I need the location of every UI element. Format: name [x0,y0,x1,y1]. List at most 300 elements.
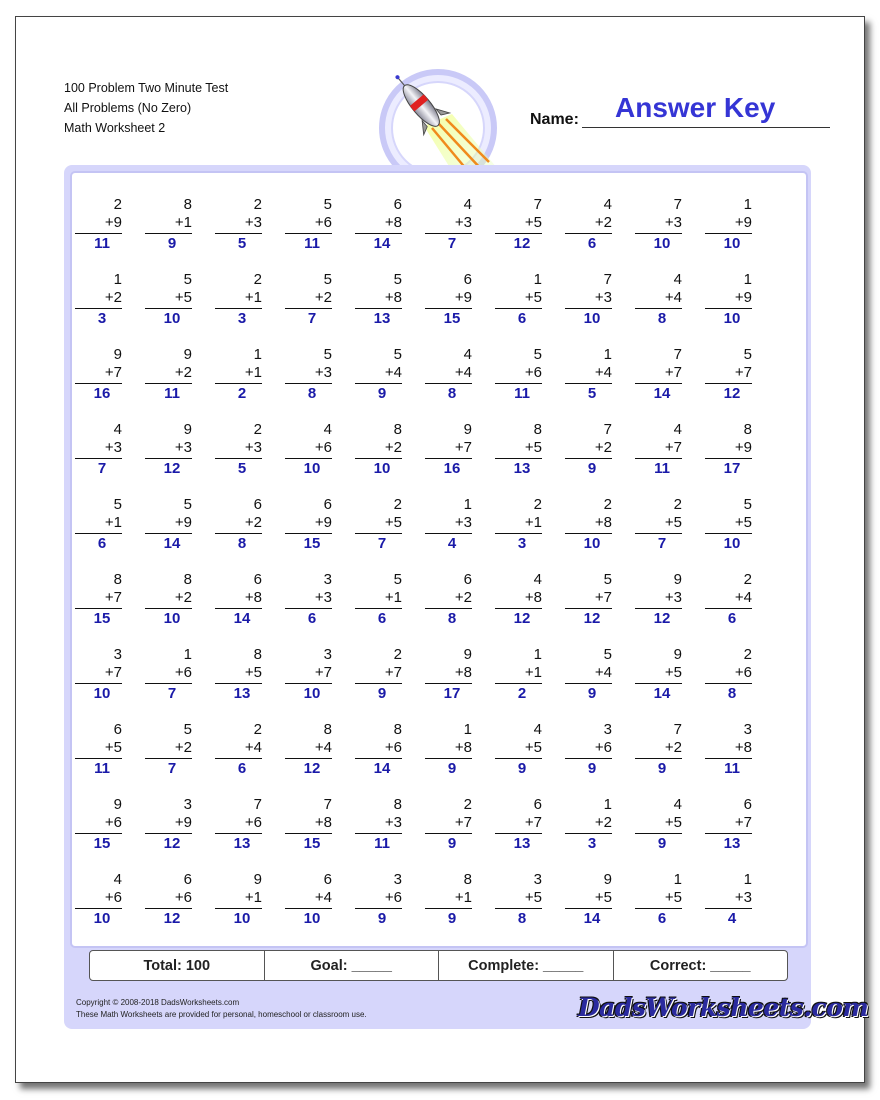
addend-top: 2 [113,196,122,213]
addend-top: 2 [393,496,402,513]
sum-line [355,908,402,909]
sum-line [635,908,682,909]
addend-bottom: +2 [314,289,332,306]
problem-r4-c6 [428,421,472,478]
answer: 14 [163,535,181,552]
addend-bottom: +5 [524,889,542,906]
problem-r1-c1 [78,196,122,253]
addend-top: 7 [603,421,612,438]
answer: 7 [167,685,177,702]
answer: 10 [303,685,321,702]
answer: 10 [653,235,671,252]
addend-top: 2 [253,271,262,288]
sum-line [705,608,752,609]
problem-r1-c10 [708,196,752,253]
problem-r5-c6 [428,496,472,553]
sum-line [635,308,682,309]
addend-top: 9 [673,646,682,663]
addend-bottom: +5 [524,214,542,231]
problem-r3-c10 [708,346,752,403]
addend-top: 5 [743,496,752,513]
addend-top: 5 [323,271,332,288]
goal-cell[interactable]: Goal: _____ [265,951,440,980]
addend-top: 3 [113,646,122,663]
addend-top: 2 [673,496,682,513]
sum-line [565,233,612,234]
sum-line [705,683,752,684]
addend-top: 7 [323,796,332,813]
problem-r8-c9 [638,721,682,778]
addend-bottom: +4 [314,889,332,906]
addend-bottom: +6 [314,214,332,231]
sum-line [75,758,122,759]
problem-r7-c6 [428,646,472,703]
answer: 15 [303,535,321,552]
addend-bottom: +4 [594,664,612,681]
answer: 13 [723,835,741,852]
problem-r6-c6 [428,571,472,628]
sum-line [565,833,612,834]
problem-r10-c1 [78,871,122,928]
problem-r6-c4 [288,571,332,628]
sum-line [145,683,192,684]
addend-bottom: +8 [594,514,612,531]
answer: 6 [307,610,317,627]
addend-bottom: +4 [244,739,262,756]
answer: 8 [727,685,737,702]
answer: 6 [377,610,387,627]
correct-cell[interactable]: Correct: _____ [649,957,751,974]
addend-bottom: +7 [594,589,612,606]
answer: 11 [164,385,180,402]
addend-top: 5 [323,346,332,363]
answer: 9 [587,760,597,777]
answer: 7 [377,535,387,552]
answer: 12 [163,910,181,927]
problem-r9-c1 [78,796,122,853]
sum-line [635,383,682,384]
problem-r8-c7 [498,721,542,778]
addend-bottom: +2 [594,439,612,456]
sum-line [145,608,192,609]
sum-line [355,758,402,759]
problem-r8-c2 [148,721,192,778]
problem-r1-c9 [638,196,682,253]
problem-r7-c10 [708,646,752,703]
sum-line [145,458,192,459]
problem-r4-c3 [218,421,262,478]
answer: 10 [163,610,181,627]
answer: 2 [517,685,527,702]
addend-top: 3 [533,871,542,888]
problem-r8-c3 [218,721,262,778]
title-line-2: All Problems (No Zero) [64,101,192,115]
answer: 8 [447,610,457,627]
addend-bottom: +4 [384,364,402,381]
sum-line [215,458,262,459]
addend-bottom: +5 [524,289,542,306]
sum-line [425,758,472,759]
problem-r3-c8 [568,346,612,403]
addend-bottom: +2 [174,364,192,381]
sum-line [145,908,192,909]
answer: 17 [723,460,741,477]
answer: 2 [237,385,247,402]
answer: 3 [517,535,527,552]
addend-bottom: +9 [314,514,332,531]
addend-top: 3 [323,571,332,588]
addend-top: 6 [743,796,752,813]
problem-r10-c8 [568,871,612,928]
answer: 12 [163,835,181,852]
problem-r9-c3 [218,796,262,853]
answer: 14 [373,235,391,252]
problem-r6-c7 [498,571,542,628]
sum-line [495,383,542,384]
sum-line [285,458,332,459]
answer: 10 [583,535,601,552]
answer: 5 [237,235,247,252]
answer: 9 [167,235,177,252]
answer: 14 [373,760,391,777]
addend-top: 8 [463,871,472,888]
sum-line [425,683,472,684]
problem-r8-c6 [428,721,472,778]
addend-top: 6 [463,271,472,288]
sum-line [565,758,612,759]
addend-top: 6 [323,871,332,888]
problem-r6-c5 [358,571,402,628]
answer: 7 [657,535,667,552]
sum-line [635,608,682,609]
addend-top: 3 [323,646,332,663]
addend-top: 4 [463,346,472,363]
addend-top: 5 [743,346,752,363]
addend-bottom: +1 [384,589,402,606]
problem-r2-c8 [568,271,612,328]
problem-r7-c1 [78,646,122,703]
addend-bottom: +9 [734,214,752,231]
sum-line [145,833,192,834]
complete-cell[interactable]: Complete: _____ [439,951,614,980]
answer: 12 [513,610,531,627]
sum-line [145,758,192,759]
addend-bottom: +4 [664,289,682,306]
problem-r2-c10 [708,271,752,328]
answer: 12 [163,460,181,477]
addend-top: 9 [463,646,472,663]
problem-r3-c9 [638,346,682,403]
addend-top: 8 [183,196,192,213]
answer: 9 [377,910,387,927]
problem-r5-c9 [638,496,682,553]
addend-top: 6 [113,721,122,738]
addend-bottom: +2 [104,289,122,306]
addend-bottom: +6 [104,889,122,906]
problem-r3-c7 [498,346,542,403]
addend-top: 1 [533,271,542,288]
problem-r5-c8 [568,496,612,553]
addend-bottom: +9 [454,289,472,306]
addend-top: 1 [603,796,612,813]
addend-top: 1 [743,196,752,213]
sum-line [75,233,122,234]
sum-line [495,458,542,459]
addend-bottom: +2 [244,514,262,531]
sum-line [215,308,262,309]
problem-r3-c3 [218,346,262,403]
addend-bottom: +7 [664,439,682,456]
addend-bottom: +8 [384,214,402,231]
copyright-line-1: Copyright © 2008-2018 DadsWorksheets.com [76,998,240,1007]
problem-r4-c4 [288,421,332,478]
addend-top: 8 [393,721,402,738]
problem-r2-c9 [638,271,682,328]
problem-r6-c9 [638,571,682,628]
sum-line [285,758,332,759]
addend-top: 7 [533,196,542,213]
addend-bottom: +1 [104,514,122,531]
problem-r3-c5 [358,346,402,403]
sum-line [215,608,262,609]
problem-r5-c5 [358,496,402,553]
problem-r2-c5 [358,271,402,328]
addend-top: 8 [323,721,332,738]
addend-top: 9 [183,346,192,363]
addend-bottom: +7 [524,814,542,831]
problem-r1-c3 [218,196,262,253]
copyright-notice [76,997,367,1021]
answer: 9 [587,685,597,702]
addend-bottom: +2 [594,214,612,231]
addend-top: 8 [743,421,752,438]
answer: 4 [727,910,737,927]
sum-line [215,833,262,834]
addend-bottom: +8 [244,589,262,606]
addend-bottom: +5 [524,739,542,756]
problem-r1-c8 [568,196,612,253]
addend-bottom: +9 [174,514,192,531]
addend-bottom: +6 [384,889,402,906]
answer: 8 [447,385,457,402]
answer: 10 [723,310,741,327]
addend-top: 2 [393,646,402,663]
addend-bottom: +7 [314,664,332,681]
name-field[interactable] [582,127,830,128]
answer: 9 [377,685,387,702]
problem-r9-c8 [568,796,612,853]
addend-bottom: +3 [734,889,752,906]
addend-top: 4 [673,421,682,438]
addend-top: 5 [113,496,122,513]
addend-top: 8 [393,421,402,438]
sum-line [285,833,332,834]
sum-line [425,833,472,834]
answer: 8 [307,385,317,402]
answer: 9 [377,385,387,402]
answer: 7 [447,235,457,252]
problem-r10-c3 [218,871,262,928]
sum-line [705,233,752,234]
sum-line [285,383,332,384]
addend-bottom: +5 [594,889,612,906]
addend-top: 3 [743,721,752,738]
addend-top: 2 [253,196,262,213]
sum-line [565,608,612,609]
addend-top: 8 [533,421,542,438]
sum-line [495,683,542,684]
addend-top: 4 [463,196,472,213]
addend-bottom: +3 [384,814,402,831]
problem-r9-c4 [288,796,332,853]
sum-line [565,308,612,309]
addend-top: 4 [533,571,542,588]
total-cell: Total: 100 [90,951,265,980]
problem-r4-c7 [498,421,542,478]
problem-r4-c9 [638,421,682,478]
addend-bottom: +5 [664,664,682,681]
addend-top: 2 [603,496,612,513]
addend-top: 4 [533,721,542,738]
addend-bottom: +7 [734,814,752,831]
problem-r7-c2 [148,646,192,703]
addend-top: 2 [463,796,472,813]
sum-line [635,833,682,834]
addend-top: 5 [183,496,192,513]
problem-r2-c6 [428,271,472,328]
problem-r2-c1 [78,271,122,328]
addend-bottom: +6 [524,364,542,381]
answer: 14 [233,610,251,627]
answer: 6 [587,235,597,252]
sum-line [425,383,472,384]
addend-top: 1 [673,871,682,888]
addend-bottom: +3 [314,589,332,606]
addend-bottom: +3 [664,589,682,606]
problem-r5-c4 [288,496,332,553]
answer: 15 [303,835,321,852]
answer: 7 [307,310,317,327]
addend-bottom: +7 [734,364,752,381]
problem-r6-c8 [568,571,612,628]
addend-top: 3 [393,871,402,888]
problem-r6-c1 [78,571,122,628]
problem-r3-c2 [148,346,192,403]
answer: 11 [514,385,530,402]
addend-bottom: +9 [734,439,752,456]
addend-top: 5 [603,646,612,663]
sum-line [565,383,612,384]
problem-r4-c8 [568,421,612,478]
answer-key-label: Answer Key [615,92,776,123]
addend-top: 8 [183,571,192,588]
addend-bottom: +8 [454,739,472,756]
problem-r1-c6 [428,196,472,253]
addend-bottom: +3 [244,214,262,231]
addend-bottom: +8 [734,739,752,756]
answer: 10 [583,310,601,327]
sum-line [75,533,122,534]
addend-bottom: +6 [104,814,122,831]
addend-bottom: +6 [314,439,332,456]
addend-top: 9 [603,871,612,888]
sum-line [215,533,262,534]
sum-line [355,833,402,834]
addend-top: 1 [603,346,612,363]
sum-line [495,833,542,834]
addend-bottom: +7 [104,664,122,681]
worksheet-title-block [64,78,228,138]
addend-top: 5 [603,571,612,588]
sum-line [75,833,122,834]
problem-r7-c3 [218,646,262,703]
answer: 16 [443,460,461,477]
problem-r5-c2 [148,496,192,553]
problem-r9-c2 [148,796,192,853]
addend-top: 5 [393,271,402,288]
answer: 6 [97,535,107,552]
sum-line [215,758,262,759]
answer: 14 [653,685,671,702]
addend-top: 6 [323,496,332,513]
sum-line [75,683,122,684]
addend-top: 1 [463,721,472,738]
addend-bottom: +1 [524,514,542,531]
sum-line [285,908,332,909]
addend-bottom: +1 [244,289,262,306]
answer: 8 [237,535,247,552]
problem-r6-c2 [148,571,192,628]
answer: 8 [657,310,667,327]
problem-r7-c7 [498,646,542,703]
addend-top: 4 [323,421,332,438]
addend-top: 6 [183,871,192,888]
answer: 11 [94,235,110,252]
addend-top: 1 [743,871,752,888]
sum-line [705,533,752,534]
addend-top: 1 [533,646,542,663]
addend-top: 5 [533,346,542,363]
answer: 10 [303,460,321,477]
addend-top: 9 [113,796,122,813]
answer: 10 [303,910,321,927]
addend-bottom: +7 [384,664,402,681]
addend-bottom: +8 [314,814,332,831]
score-bar [89,950,788,981]
addend-bottom: +8 [524,589,542,606]
addend-top: 2 [743,571,752,588]
answer: 7 [97,460,107,477]
answer: 9 [587,460,597,477]
answer: 13 [513,460,531,477]
sum-line [565,683,612,684]
sum-line [285,308,332,309]
sum-line [355,308,402,309]
answer: 11 [94,760,110,777]
site-logo[interactable]: DadsWorksheets.com [578,993,869,1022]
problem-r10-c2 [148,871,192,928]
problem-r10-c6 [428,871,472,928]
addend-top: 4 [603,196,612,213]
sum-line [425,608,472,609]
addend-top: 6 [533,796,542,813]
problem-r9-c7 [498,796,542,853]
answer: 6 [657,910,667,927]
addend-bottom: +9 [734,289,752,306]
problem-r5-c1 [78,496,122,553]
sum-line [145,308,192,309]
sum-line [285,608,332,609]
